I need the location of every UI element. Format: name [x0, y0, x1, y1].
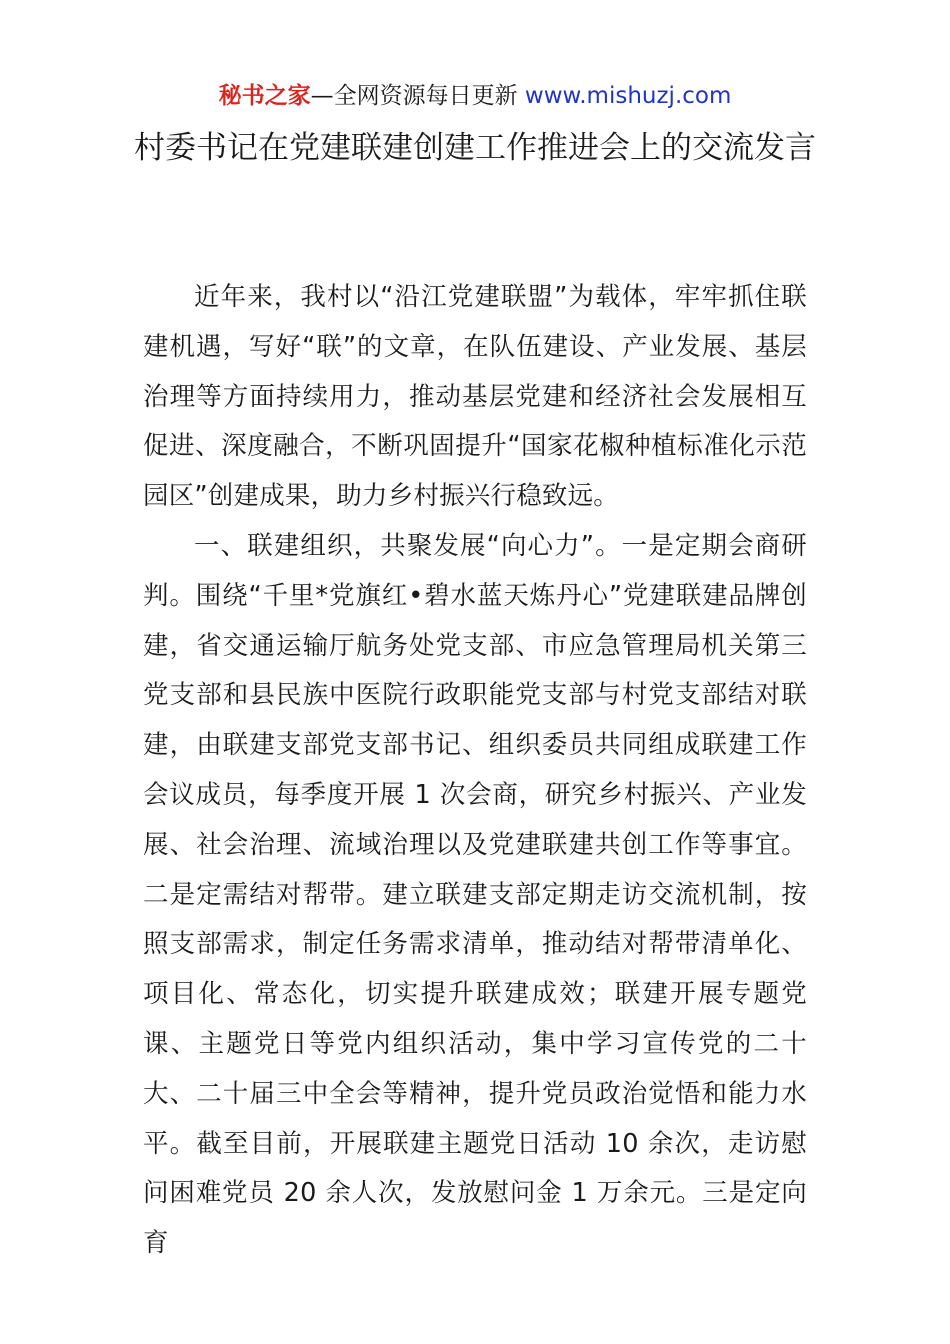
paragraph-section-one: 一、联建组织，共聚发展“向心力”。一是定期会商研判。围绕“千里*党旗红•碧水蓝天炼丹心”党建联建品牌创建，省交通运输厅航务处党支部、市应急管理局机关第三党支部和县民族中医院行政职能党支部与村党支部结对联建，由联建支部党支部书记、组织委员共同组成联建工作会议成员，每季度开展 1 次会商，研究乡村振兴、产业发展、社会治理、流域治理以及党建联建共创工作等事宜。二是定需结对帮带。建立联建支部定期走访交流机制，按照支部需求，制定任务需求清单，推动结对帮带清单化、项目化、常态化，切实提升联建成效；联建开展专题党课、主题党日等党内组织活动，集中学习宣传党的二十大、二十届三中全会等精神，提升党员政治觉悟和能力水平。截至目前，开展联建主题党日活动 10 余次，走访慰问困难党员 20 余人次，发放慰问金 1 万余元。三是定向育: [143, 530, 807, 1259]
header-tagline: —全网资源每日更新: [310, 83, 525, 109]
site-header: [0, 80, 950, 112]
brand-name: 秘书之家: [218, 83, 311, 109]
paragraph-intro: 近年来，我村以“沿江党建联盟”为载体，牢牢抓住联建机遇，写好“联”的文章，在队伍建设、产业发展、基层治理等方面持续用力，推动基层党建和经济社会发展相互促进、深度融合，不断巩固提升“国家花椒种植标准化示范园区”创建成果，助力乡村振兴行稳致远。: [143, 282, 807, 512]
document-body: [143, 273, 807, 1269]
document-title: 村委书记在党建联建创建工作推进会上的交流发言: [134, 130, 816, 166]
site-url[interactable]: www.mishuzj.com: [524, 83, 732, 109]
